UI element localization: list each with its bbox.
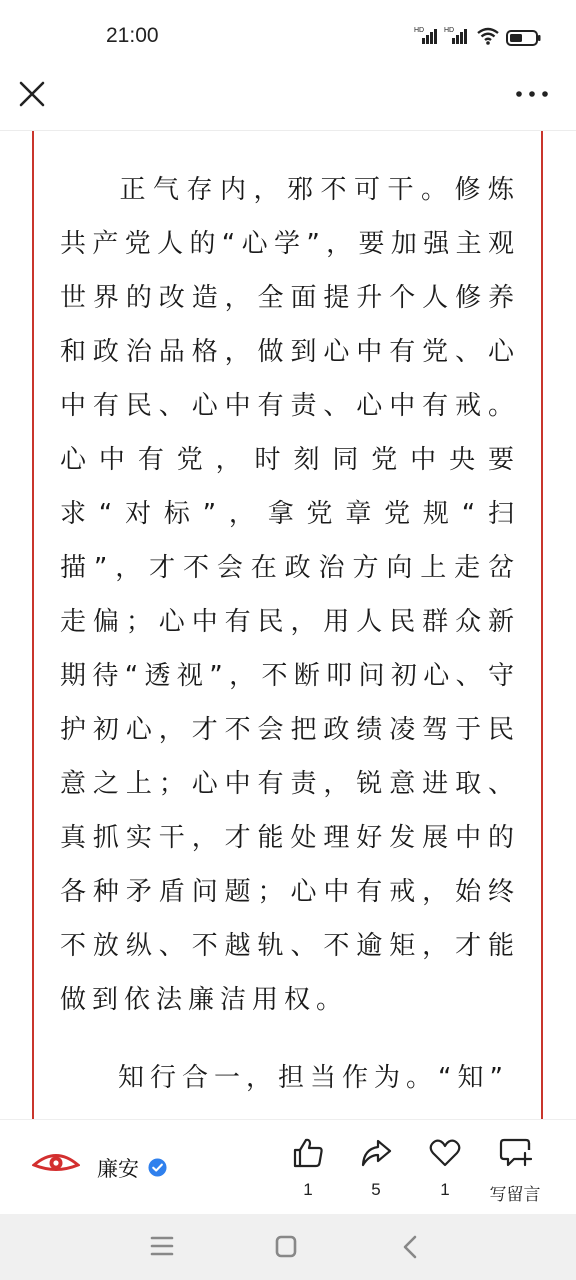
- comment-label: 写留言: [489, 1185, 541, 1204]
- verified-badge-icon: [148, 1158, 167, 1177]
- back-icon: [390, 1234, 430, 1260]
- eye-logo-icon: [32, 1150, 80, 1184]
- article-border-left: [32, 131, 34, 1119]
- favorite-button[interactable]: [415, 1136, 475, 1206]
- favorite-count: 1: [440, 1180, 450, 1199]
- network-type-label: HD: [414, 27, 425, 34]
- more-button[interactable]: [512, 84, 552, 104]
- share-count: 5: [371, 1180, 381, 1199]
- heart-icon: [428, 1136, 462, 1170]
- paragraph-text: 知行合一，担当作为。“知”: [118, 1063, 509, 1093]
- more-icon: [512, 84, 552, 104]
- top-bar: [0, 72, 576, 131]
- article-paragraph: [60, 1051, 520, 1105]
- signal-icon: [444, 28, 468, 44]
- close-button[interactable]: [16, 78, 48, 110]
- battery-icon: [506, 29, 542, 47]
- article-body: [60, 163, 520, 1119]
- article-border-right: [541, 131, 543, 1119]
- close-icon: [16, 78, 48, 110]
- account-name[interactable]: 廉安: [97, 1157, 139, 1181]
- status-time: 21:00: [106, 24, 159, 47]
- signal-icon: [414, 28, 438, 44]
- wifi-icon: [476, 27, 500, 45]
- status-bar: [0, 0, 576, 72]
- like-button[interactable]: [278, 1136, 338, 1206]
- thumbs-up-icon: [291, 1136, 325, 1170]
- home-icon: [266, 1234, 306, 1260]
- paragraph-text: 正气存内，邪不可干。修炼共产党人的“心学”，要加强主观世界的改造，全面提升个人修养和政治品格，做到心中有党、心中有民、心中有责、心中有戒。心中有党，时刻同党中央要求“对标”，拿党章党规“扫描”，才不会在政治方向上走岔走偏；心中有民，用人民群众新期待“透视”，不断叩问初心、守护初心，才不会把政绩凌驾于民意之上；心中有责，锐意进取、真抓实干，才能处理好发展中的各种矛盾问题；心中有戒，始终不放纵、不越轨、不逾矩，才能做到依法廉洁用权。: [60, 175, 520, 1015]
- menu-icon: [142, 1234, 182, 1260]
- like-count: 1: [303, 1180, 313, 1199]
- comment-plus-icon: [498, 1136, 532, 1170]
- back-button[interactable]: [390, 1234, 430, 1260]
- bottom-action-bar: [0, 1119, 576, 1215]
- share-icon: [359, 1136, 393, 1170]
- system-nav-bar: [0, 1214, 576, 1280]
- comment-button[interactable]: [480, 1136, 550, 1206]
- account-logo[interactable]: [32, 1150, 80, 1184]
- network-type-label: HD: [444, 27, 455, 34]
- article-content[interactable]: [0, 131, 576, 1119]
- share-button[interactable]: [346, 1136, 406, 1206]
- article-paragraph: [60, 163, 520, 1027]
- home-button[interactable]: [266, 1234, 306, 1260]
- menu-button[interactable]: [142, 1234, 182, 1260]
